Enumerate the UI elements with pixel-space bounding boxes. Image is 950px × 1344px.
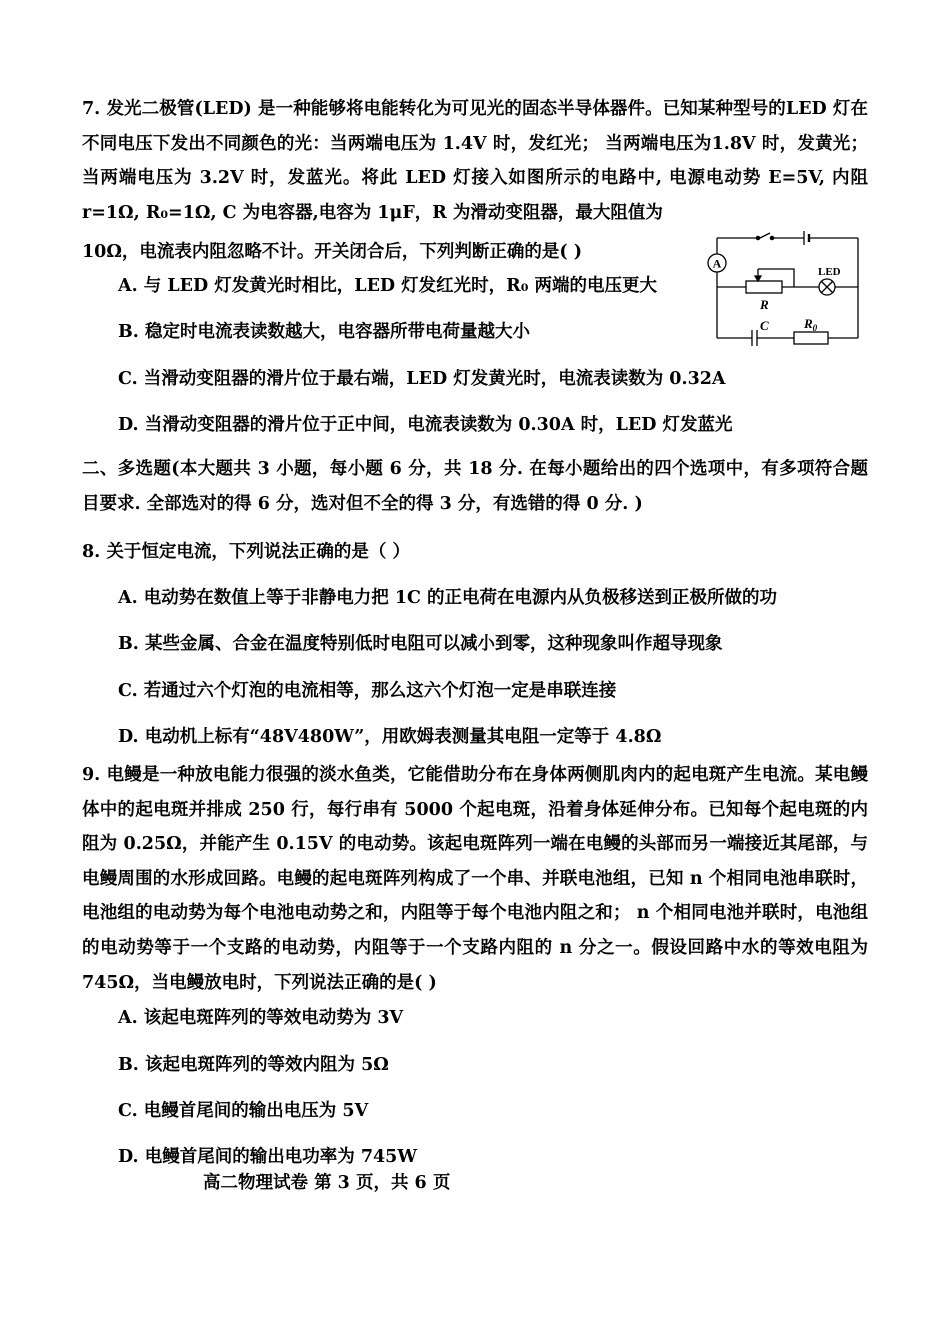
circuit-diagram — [706, 230, 866, 348]
q8-option-a: A. 电动势在数值上等于非静电力把 1C 的正电荷在电源内从负极移送到正极所做的功 — [118, 588, 778, 608]
q8-stem: 8. 关于恒定电流，下列说法正确的是（ ） — [82, 542, 410, 562]
q8-option-d: D. 电动机上标有“48V480W”，用欧姆表测量其电阻一定等于 4.8Ω — [118, 727, 662, 747]
page-footer: 高二物理试卷 第 3 页，共 6 页 — [203, 1173, 451, 1193]
section2-header: 二、多选题(本大题共 3 小题，每小题 6 分，共 18 分. 在每小题给出的四个选项中，有多项符合题目要求. 全部选对的得 6 分，选对但不全的得 3 分，有选错的得 0 分. ) — [82, 459, 868, 514]
q7-option-d: D. 当滑动变阻器的滑片位于正中间，电流表读数为 0.30A 时，LED 灯发蓝光 — [118, 415, 733, 435]
q7-option-c: C. 当滑动变阻器的滑片位于最右端，LED 灯发黄光时，电流表读数为 0.32A — [118, 369, 726, 389]
q9-option-d: D. 电鳗首尾间的输出电功率为 745W — [118, 1147, 418, 1167]
q7-option-b: B. 稳定时电流表读数越大，电容器所带电荷量越大小 — [118, 322, 530, 342]
q9-stem: 9. 电鳗是一种放电能力很强的淡水鱼类，它能借助分布在身体两侧肌肉内的起电斑产生电流。某电鳗体中的起电斑并排成 250 行，每行串有 5000 个起电斑，沿着身体延伸分布。已知每个起电斑的内阻为 0.25Ω，并能产生 0.15V 的电动势。该起电斑阵列一端在电鳗的头部而另一端接近其尾部，与电鳗周围的水形成回路。电鳗的起电斑阵列构成了一个串、并联电池组，已知 n 个相同电池串联时，电池组的电动势为每个电池电动势之和，内阻等于每个电池内阻之和； n 个相同电池并联时，电池组的电动势等于一个支路的电动势，内阻等于一个支路内阻的 n 分之一。假设回路中水的等效电阻为 745Ω，当电鳗放电时，下列说法正确的是( ) — [82, 765, 868, 993]
q9-option-c: C. 电鳗首尾间的输出电压为 5V — [118, 1101, 369, 1121]
capacitor-label: C — [760, 318, 769, 333]
q9-option-a: A. 该起电斑阵列的等效电动势为 3V — [118, 1008, 404, 1028]
led-label: LED — [818, 266, 841, 278]
q7-option-a: A. 与 LED 灯发黄光时相比，LED 灯发红光时，R₀ 两端的电压更大 — [118, 276, 657, 296]
resistor-label: R — [760, 297, 769, 312]
q8-option-b: B. 某些金属、合金在温度特别低时电阻可以减小到零，这种现象叫作超导现象 — [118, 634, 723, 654]
ammeter-label: A — [712, 256, 722, 271]
q7-stem: 7. 发光二极管(LED) 是一种能够将电能转化为可见光的固态半导体器件。已知某种型号的LED 灯在不同电压下发出不同颜色的光：当两端电压为 1.4V 时，发红光； 当两端电压为1.8V 时，发黄光； 当两端电压为 3.2V 时，发蓝光。将此 LED 灯接入如图所示的电路中, 电源电动势 E=5V, 内阻 r=1Ω, R₀=1Ω, C 为电容器,电容为 1μF，R 为滑动变阻器，最大阻值为 — [82, 99, 868, 223]
q8-option-c: C. 若通过六个灯泡的电流相等，那么这六个灯泡一定是串联连接 — [118, 681, 617, 701]
r0-label: $R_0$ — [804, 316, 818, 333]
q9-option-b: B. 该起电斑阵列的等效内阻为 5Ω — [118, 1055, 389, 1075]
q7-stem-last: 10Ω，电流表内阻忽略不计。开关闭合后，下列判断正确的是( ) — [82, 242, 583, 262]
